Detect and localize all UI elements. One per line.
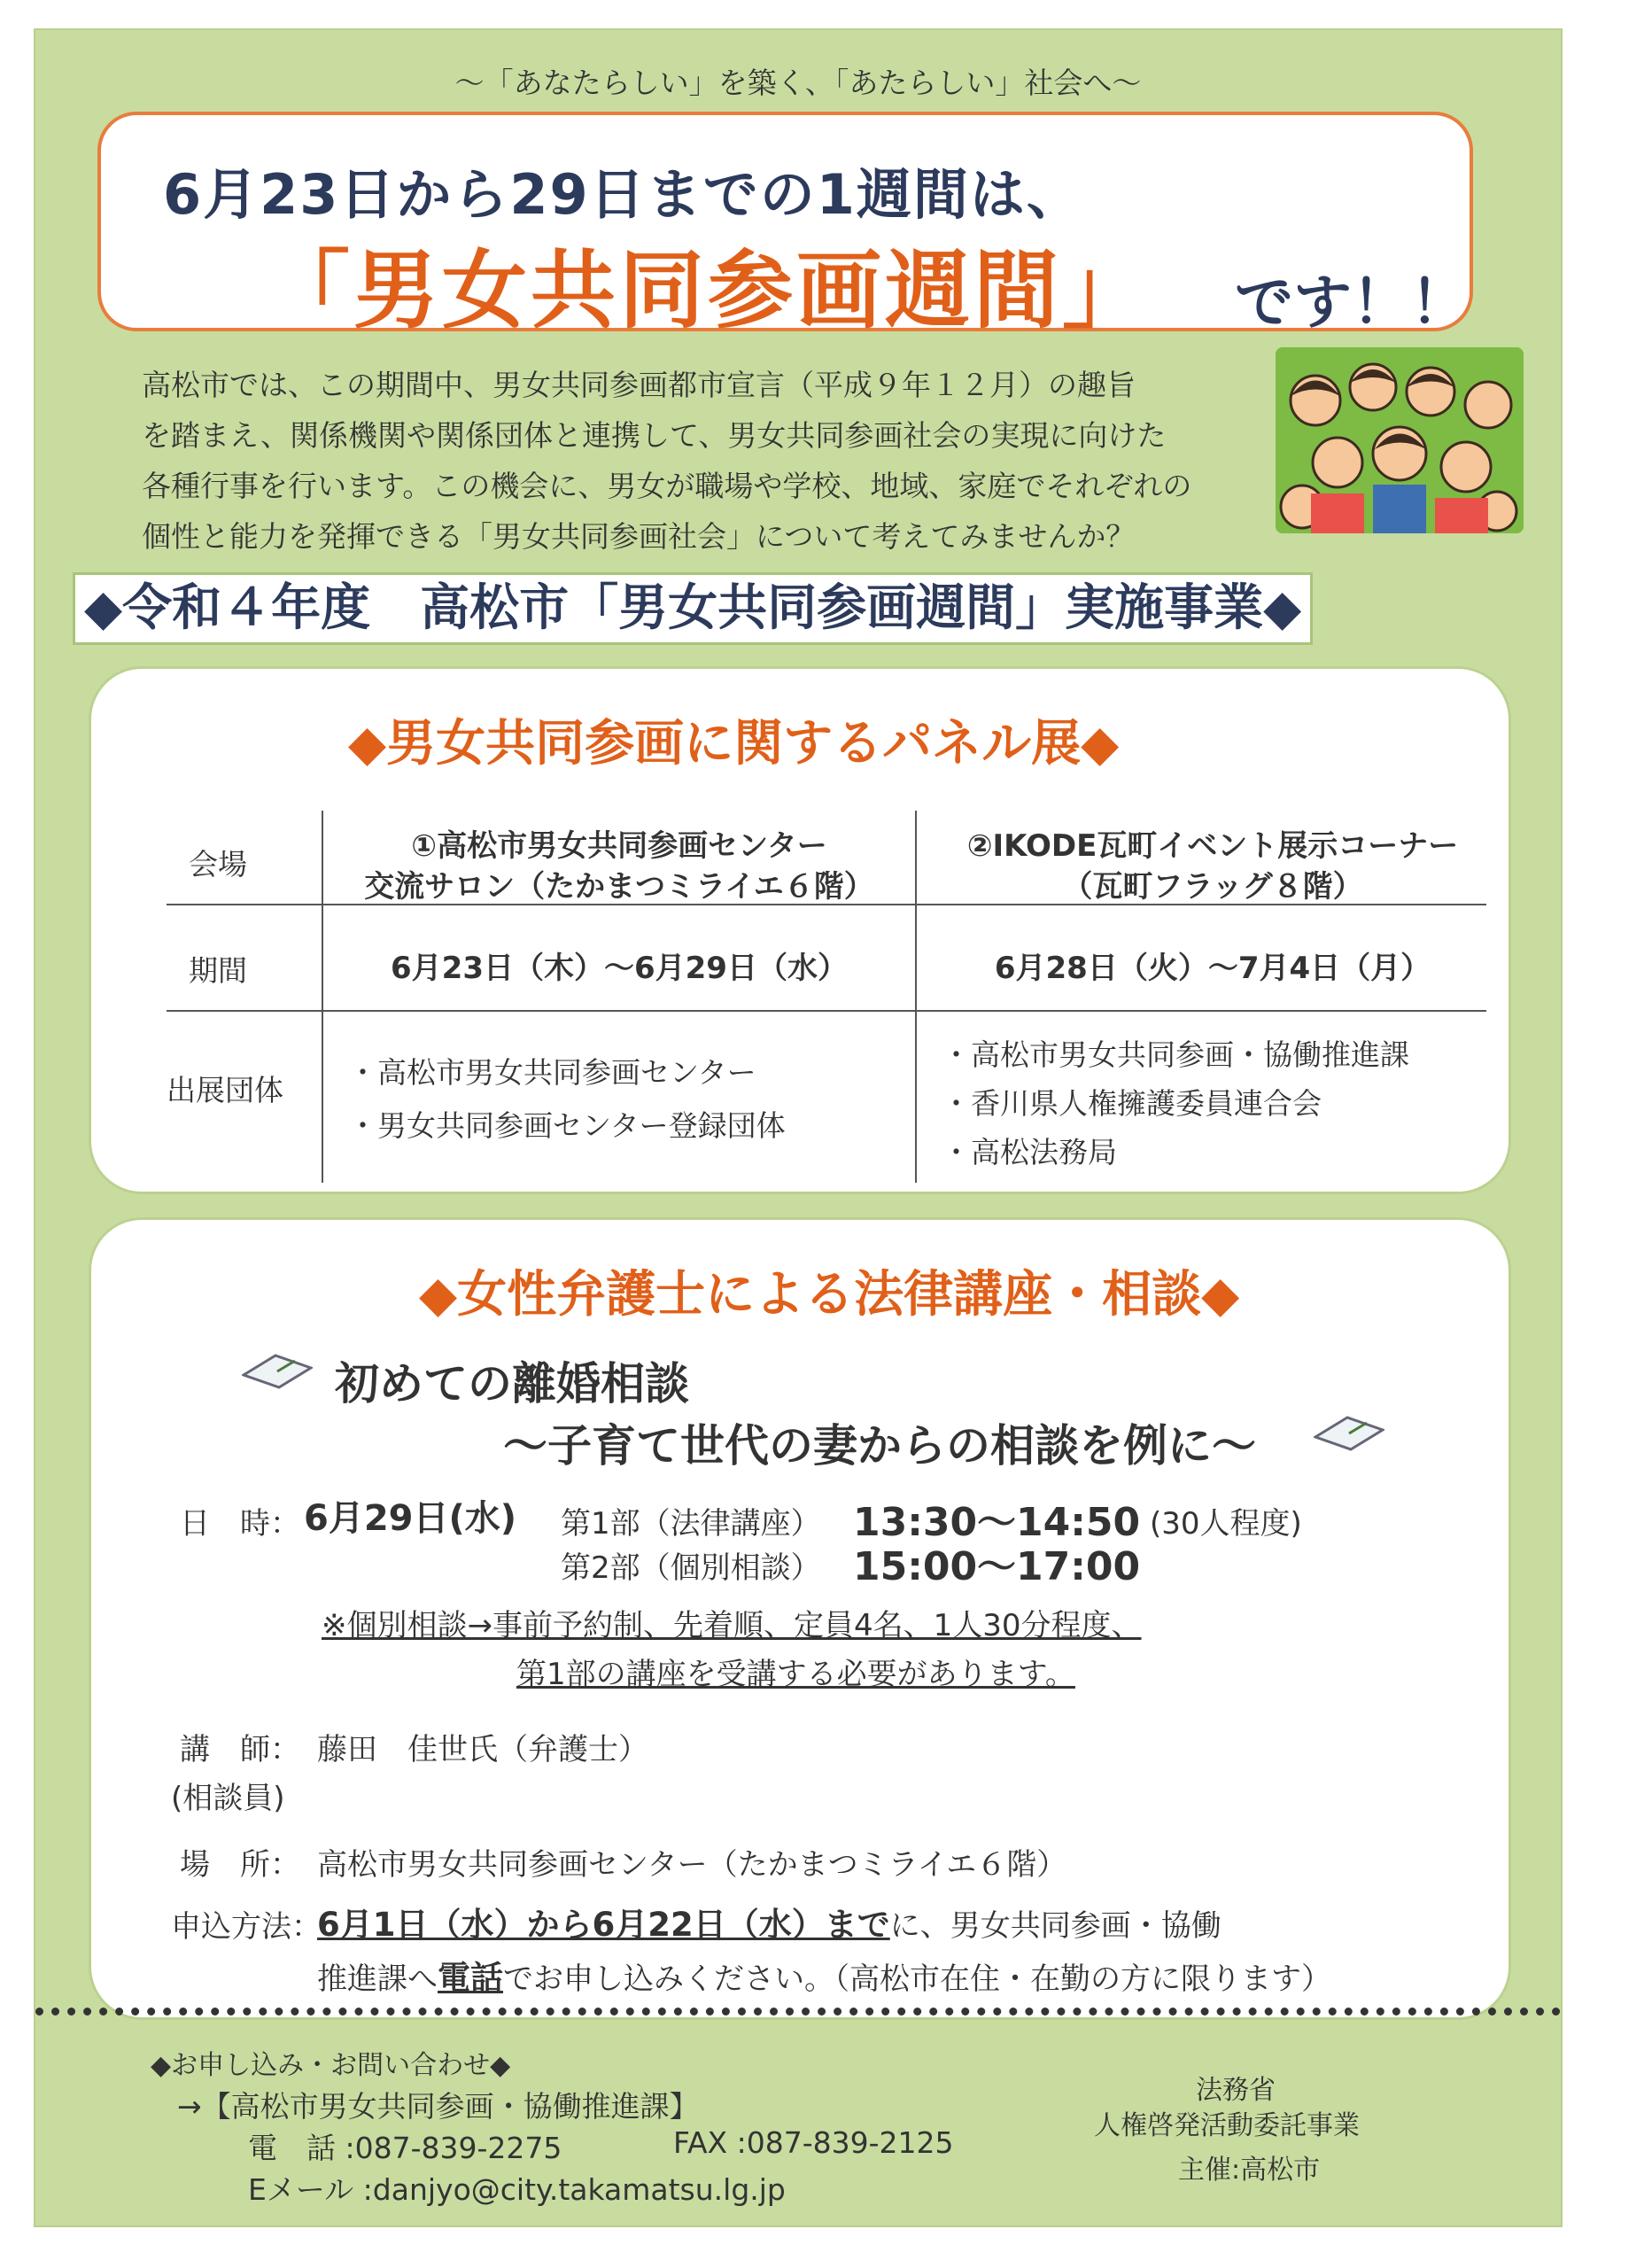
apply-phone-word: 電話: [438, 1959, 503, 1997]
people-illustration: [1276, 347, 1524, 533]
section-title: ◆令和４年度 高松市「男女共同参画週間」実施事業◆: [73, 572, 1313, 645]
part1-note: (30人程度): [1150, 1506, 1302, 1542]
contact-tel: 電 話 :087-839-2275: [248, 2131, 562, 2165]
book-icon: [242, 1348, 313, 1389]
sponsor-host: 主催:高松市: [1178, 2155, 1321, 2186]
apply-date: 6月1日（水）から6月22日（水）まで: [317, 1906, 890, 1944]
headline-box: [97, 112, 1473, 340]
period2: 6月28日（火）～7月4日（月）: [994, 951, 1431, 986]
lecturer-sublabel: (相談員): [171, 1781, 285, 1816]
exhibitor1-item: ・男女共同参画センター登録団体: [348, 1108, 786, 1143]
intro-paragraph: [142, 360, 1311, 562]
contact-title: ◆お申し込み・お問い合わせ◆: [151, 2050, 511, 2081]
contact-dept: →【高松市男女共同参画・協働推進課】: [177, 2089, 699, 2124]
lecture-card: [89, 1217, 1511, 2020]
intro-line: を踏まえ、関係機関や関係団体と連携して、男女共同参画社会の実現に向けた: [142, 418, 1167, 453]
period1: 6月23日（木）～6月29日（水）: [391, 951, 848, 986]
date-value: 6月29日(水): [304, 1498, 517, 1539]
headline-suffix: です！！: [1235, 268, 1469, 337]
apply-label: 申込方法：: [171, 1909, 322, 1945]
note-line2: 第1部の講座を受講する必要があります。: [516, 1657, 1075, 1692]
part1-time: 13:30～14:50: [853, 1500, 1141, 1545]
place-label: 場 所：: [180, 1847, 300, 1883]
row-label-period: 期間: [189, 953, 247, 988]
part2-time: 15:00～17:00: [853, 1544, 1141, 1589]
exhibitor2-item: ・香川県人権擁護委員連合会: [942, 1086, 1322, 1121]
lecture-title: ◆女性弁護士による法律講座・相談◆: [419, 1266, 1240, 1324]
row-label-exhibitors: 出展団体: [167, 1073, 283, 1107]
venue1-line2: 交流サロン（たかまつミライエ６階）: [364, 869, 874, 905]
lecturer-value: 藤田 佳世氏（弁護士）: [317, 1732, 648, 1767]
intro-line: 各種行事を行います。この機会に、男女が職場や学校、地域、家庭でそれぞれの: [142, 469, 1192, 503]
apply-line2-pre: 推進課へ: [317, 1961, 438, 1997]
apply-line2: [317, 1951, 1331, 1999]
headline-line2: 「男女共同参画週間」: [265, 241, 1151, 340]
dotted-divider: [35, 2008, 1561, 2016]
exhibitor1-item: ・高松市男女共同参画センター: [348, 1055, 756, 1090]
part2-label: 第2部（個別相談）: [561, 1550, 821, 1586]
intro-line: 個性と能力を発揮できる「男女共同参画社会」について考えてみませんか？: [142, 519, 1136, 554]
sponsor-ministry: 法務省: [1196, 2075, 1276, 2106]
panel-exhibition-title: ◆男女共同参画に関するパネル展◆: [348, 715, 1120, 773]
table-divider: [167, 1010, 1486, 1012]
part1-label: 第1部（法律講座）: [561, 1506, 821, 1542]
sponsor-project: 人権啓発活動委託事業: [1094, 2110, 1360, 2141]
apply-line2-post: でお申し込みください。（高松市在住・在勤の方に限ります）: [503, 1961, 1331, 1997]
row-label-venue: 会場: [189, 847, 247, 882]
contact-fax: FAX :087-839-2125: [673, 2125, 954, 2160]
exhibitor2-item: ・高松法務局: [942, 1135, 1117, 1169]
note-line1: ※個別相談→事前予約制、先着順、定員4名、1人30分程度、: [322, 1608, 1142, 1643]
place-value: 高松市男女共同参画センター（たかまつミライエ６階）: [317, 1847, 1067, 1883]
contact-email: Eメール :danjyo@city.takamatsu.lg.jp: [248, 2172, 786, 2207]
tagline: ～「あなたらしい」を築く、「あたらしい」社会へ～: [454, 66, 1142, 100]
panel-exhibition-card: [89, 666, 1511, 1194]
lecture-subtitle2: ～子育て世代の妻からの相談を例に～: [503, 1420, 1256, 1472]
venue1-line1: ①高松市男女共同参画センター: [411, 828, 827, 864]
headline-line1: 6月23日から29日までの1週間は、: [163, 162, 1083, 227]
exhibitor2-item: ・高松市男女共同参画・協働推進課: [942, 1037, 1409, 1072]
intro-line: 高松市では、この期間中、男女共同参画都市宣言（平成９年１２月）の趣旨: [142, 368, 1136, 402]
apply-line1: [317, 1898, 1222, 1946]
apply-rest: に、男女共同参画・協働: [889, 1908, 1222, 1944]
book-icon: [1314, 1410, 1384, 1451]
lecturer-label: 講 師：: [180, 1732, 300, 1767]
venue2-line2: （瓦町フラッグ８階）: [1062, 869, 1363, 905]
lecture-subtitle1: 初めての離婚相談: [335, 1358, 689, 1410]
flyer-sheet: [34, 28, 1563, 2227]
date-label: 日 時：: [180, 1506, 300, 1542]
venue2-line1: ②IKODE瓦町イベント展示コーナー: [966, 828, 1459, 864]
